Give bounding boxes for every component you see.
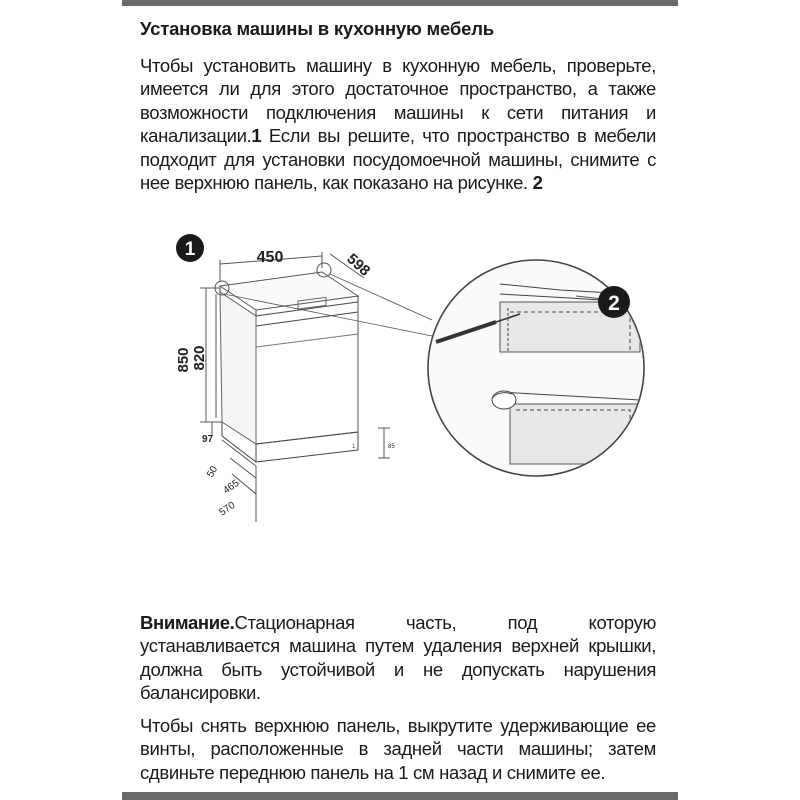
dim-depth-inner-label: 465 xyxy=(221,477,242,497)
figure-badge-2 xyxy=(598,286,630,318)
top-rule xyxy=(122,0,678,6)
badge-2-label: 2 xyxy=(608,292,620,315)
svg-text:1: 1 xyxy=(352,444,356,450)
instruction-paragraph: Чтобы снять верхнюю панель, выкрутите удерживающие ее винты, расположенные в задней части машины; затем сдвиньте переднюю панель на 1 см назад и снимите ее. xyxy=(140,715,656,783)
dim-height-total-label: 850 xyxy=(175,347,192,373)
installation-diagram xyxy=(160,222,660,552)
dim-height-body-label: 820 xyxy=(191,345,208,371)
dim-width-label: 450 xyxy=(256,249,284,266)
dim-depth-label: 598 xyxy=(343,250,374,280)
warning-label: Внимание. xyxy=(140,612,235,633)
badge-1-label: 1 xyxy=(184,239,196,260)
page-title: Установка машины в кухонную мебель xyxy=(140,18,494,39)
warning-text: Стационарная часть, под которую устанавливается машина путем удаления верхней крышки, должна быть устойчивой и не допускать нарушения балансировки. xyxy=(140,612,656,704)
dim-right-small-label: 85 xyxy=(388,444,395,450)
warning-paragraph xyxy=(140,611,656,705)
dim-depth-outer-label: 570 xyxy=(217,499,238,519)
intro-text-start: Чтобы установить машину в кухонную мебель, проверьте, имеется ли для этого достаточное пространство, а также возможности подключения машины к сети питания и канализации. xyxy=(140,55,656,147)
dim-plinth-label: 50 xyxy=(205,464,221,480)
figure-ref-2: 2 xyxy=(532,172,543,194)
figure-badge-1 xyxy=(176,234,204,262)
installation-figure xyxy=(160,222,660,552)
intro-paragraph xyxy=(140,54,656,194)
dishwasher-drawing xyxy=(220,272,358,462)
dim-toe-kick-label: 97 xyxy=(202,434,214,445)
intro-text-middle: Если вы решите, что пространство в мебели подходит для установки посудомоечной машины, снимите с нее верхнюю панель, как показано на рисунке. xyxy=(140,125,656,194)
figure-ref-1: 1 xyxy=(251,125,262,147)
bottom-rule xyxy=(122,792,678,800)
